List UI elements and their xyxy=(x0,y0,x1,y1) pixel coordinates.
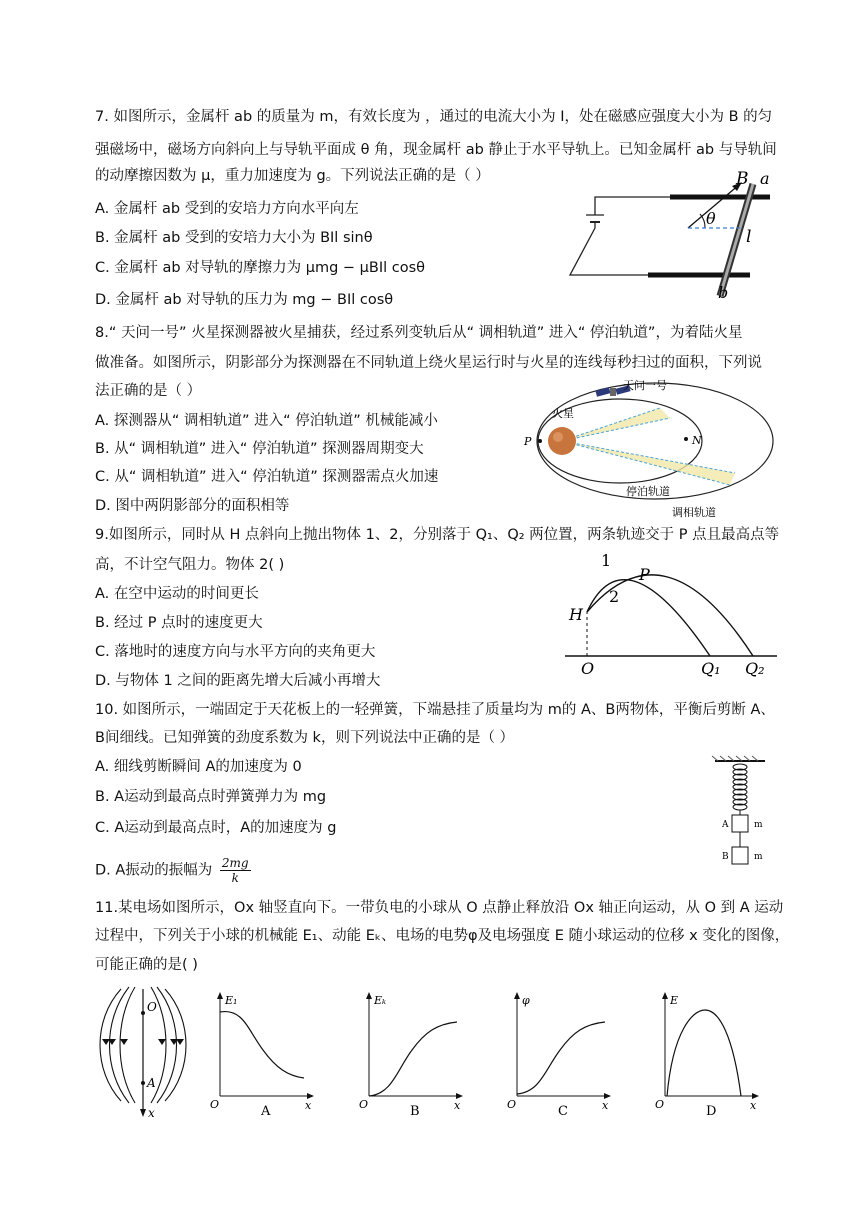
q11-graph-a-origin: O xyxy=(210,1098,220,1111)
q11-graph-b-caption: B xyxy=(410,1104,420,1119)
q11-graph-b-xlabel: x xyxy=(454,1099,461,1112)
q8-label-N: N xyxy=(692,434,702,447)
q11-graph-d-origin: O xyxy=(655,1098,665,1111)
q11-graph-a-ylabel: E₁ xyxy=(225,994,238,1007)
q9-label-P: P xyxy=(639,565,650,584)
q7-stem-line3: 的动摩擦因数为 μ，重力加速度为 g。下列说法正确的是（ ） xyxy=(95,168,490,184)
q11-graph-b-origin: O xyxy=(359,1098,369,1111)
q9-label-1: 1 xyxy=(601,551,612,570)
q11-graph-c-xlabel: x xyxy=(602,1099,609,1112)
q10-label-B: B xyxy=(722,852,729,862)
q11-graph-c-ylabel: φ xyxy=(522,994,530,1007)
q9-label-O: O xyxy=(581,659,595,678)
q7-label-a: a xyxy=(760,169,770,188)
q10-option-d xyxy=(95,856,251,885)
q8-option-d: D. 图中两阴影部分的面积相等 xyxy=(95,498,290,514)
q7-option-d: D. 金属杆 ab 对导轨的压力为 mg − BIl cosθ xyxy=(95,292,394,308)
q8-label-P: P xyxy=(524,435,532,448)
q11-graph-b-ylabel: Eₖ xyxy=(374,994,387,1007)
q11-stem-line3: 可能正确的是( ) xyxy=(95,957,198,973)
q8-stem-line2: 做准备。如图所示，阴影部分为探测器在不同轨道上绕火星运行时与火星的连线每秒扫过的面积，下列说 xyxy=(95,355,762,371)
q10-label-mA: m xyxy=(754,820,763,830)
q11-graph-a xyxy=(208,990,318,1118)
q11-stem-line2: 过程中，下列关于小球的机械能 E₁、动能 Eₖ、电场的电势φ及电场强度 E 随小球运动的位移 x 变化的图像， xyxy=(95,928,790,944)
q9-stem-line2: 高，不计空气阻力。物体 2( ) xyxy=(95,557,285,573)
q8-label-parking-orbit: 停泊轨道 xyxy=(626,485,670,498)
q10-stem-line2: B间细线。已知弹簧的劲度系数为 k，则下列说法中正确的是（ ） xyxy=(95,730,515,746)
q7-stem-line2: 强磁场中，磁场方向斜向上与导轨平面成 θ 角，现金属杆 ab 静止于水平导轨上。已知金属杆 ab 与导轨间 xyxy=(95,142,777,158)
q11-graph-b xyxy=(357,990,467,1118)
q8-stem-line3: 法正确的是（ ） xyxy=(95,383,202,399)
q8-label-probe: 天问一号 xyxy=(623,379,667,392)
q7-label-l: l xyxy=(746,227,752,247)
q11-field-label-x: x xyxy=(148,1106,155,1120)
q11-graph-d-xlabel: x xyxy=(750,1099,757,1112)
q10-fraction-denominator: k xyxy=(231,871,239,885)
q11-field-label-O: O xyxy=(147,1000,157,1014)
q8-label-phase-orbit: 调相轨道 xyxy=(672,506,716,519)
q7-label-b: b xyxy=(718,283,729,302)
q9-option-b: B. 经过 P 点时的速度更大 xyxy=(95,615,263,631)
q10-option-a: A. 细线剪断瞬间 A的加速度为 0 xyxy=(95,759,302,775)
q7-option-b: B. 金属杆 ab 受到的安培力大小为 BIl sinθ xyxy=(95,230,373,246)
q10-option-b: B. A运动到最高点时弹簧弹力为 mg xyxy=(95,789,327,805)
q9-option-c: C. 落地时的速度方向与水平方向的夹角更大 xyxy=(95,644,376,660)
q10-option-d-prefix: D. A振动的振幅为 xyxy=(95,862,213,879)
q9-label-Q1: Q₁ xyxy=(701,659,721,678)
q9-option-a: A. 在空中运动的时间更长 xyxy=(95,586,259,602)
q10-stem-line1: 10. 如图所示，一端固定于天花板上的一轻弹簧，下端悬挂了质量均为 m的 A、B两物体，平衡后剪断 A、 xyxy=(95,702,775,718)
q10-option-c: C. A运动到最高点时，A的加速度为 g xyxy=(95,820,337,836)
q7-rail-circuit-figure xyxy=(560,170,800,300)
q10-fraction-numerator: 2mg xyxy=(221,856,249,870)
q11-graph-a-xlabel: x xyxy=(305,1099,312,1112)
q8-stem-line1: 8.“ 天问一号” 火星探测器被火星捕获，经过系列变轨后从“ 调相轨道” 进入“ 停泊轨道”，为着陆火星 xyxy=(95,325,743,341)
q8-mars-orbit-figure xyxy=(524,375,780,520)
q11-stem-line1: 11.某电场如图所示，Ox 轴竖直向下。一带负电的小球从 O 点静止释放沿 Ox 轴正向运动，从 O 到 A 运动 xyxy=(95,900,784,916)
q10-label-mB: m xyxy=(754,852,763,862)
q8-option-c: C. 从“ 调相轨道” 进入“ 停泊轨道” 探测器需点火加速 xyxy=(95,469,439,485)
q11-graph-d-ylabel: E xyxy=(670,994,679,1007)
q10-amplitude-fraction xyxy=(220,856,251,885)
q7-label-B: B xyxy=(736,169,749,189)
q8-option-b: B. 从“ 调相轨道” 进入“ 停泊轨道” 探测器周期变大 xyxy=(95,441,424,457)
q8-label-mars: 火星 xyxy=(552,407,574,420)
q10-label-A: A xyxy=(722,820,729,830)
q7-option-a: A. 金属杆 ab 受到的安培力方向水平向左 xyxy=(95,201,359,217)
q11-graph-a-caption: A xyxy=(261,1104,271,1119)
q7-option-c: C. 金属杆 ab 对导轨的摩擦力为 μmg − μBIl cosθ xyxy=(95,260,426,276)
q9-projectile-figure xyxy=(565,550,780,680)
q11-field-label-A: A xyxy=(147,1076,156,1090)
q9-label-Q2: Q₂ xyxy=(745,659,765,678)
q11-graph-c xyxy=(505,990,615,1118)
q8-option-a: A. 探测器从“ 调相轨道” 进入“ 停泊轨道” 机械能减小 xyxy=(95,413,438,429)
q11-graph-d-caption: D xyxy=(706,1104,717,1119)
q10-spring-figure xyxy=(710,755,780,870)
q11-graph-d xyxy=(653,990,763,1118)
q7-stem-line1: 7. 如图所示，金属杆 ab 的质量为 m，有效长度为 ，通过的电流大小为 I，处在磁感应强度大小为 B 的匀 xyxy=(95,109,773,125)
q9-label-H: H xyxy=(569,605,583,624)
q7-label-theta: θ xyxy=(706,209,716,228)
q9-stem-line1: 9.如图所示，同时从 H 点斜向上抛出物体 1、2，分别落于 Q₁、Q₂ 两位置，两条轨迹交于 P 点且最高点等 xyxy=(95,527,780,543)
q9-option-d: D. 与物体 1 之间的距离先增大后减小再增大 xyxy=(95,673,381,689)
q9-label-2: 2 xyxy=(609,587,620,606)
q11-graph-c-caption: C xyxy=(558,1104,568,1119)
q11-field-figure xyxy=(95,985,185,1120)
q11-graph-c-origin: O xyxy=(507,1098,517,1111)
